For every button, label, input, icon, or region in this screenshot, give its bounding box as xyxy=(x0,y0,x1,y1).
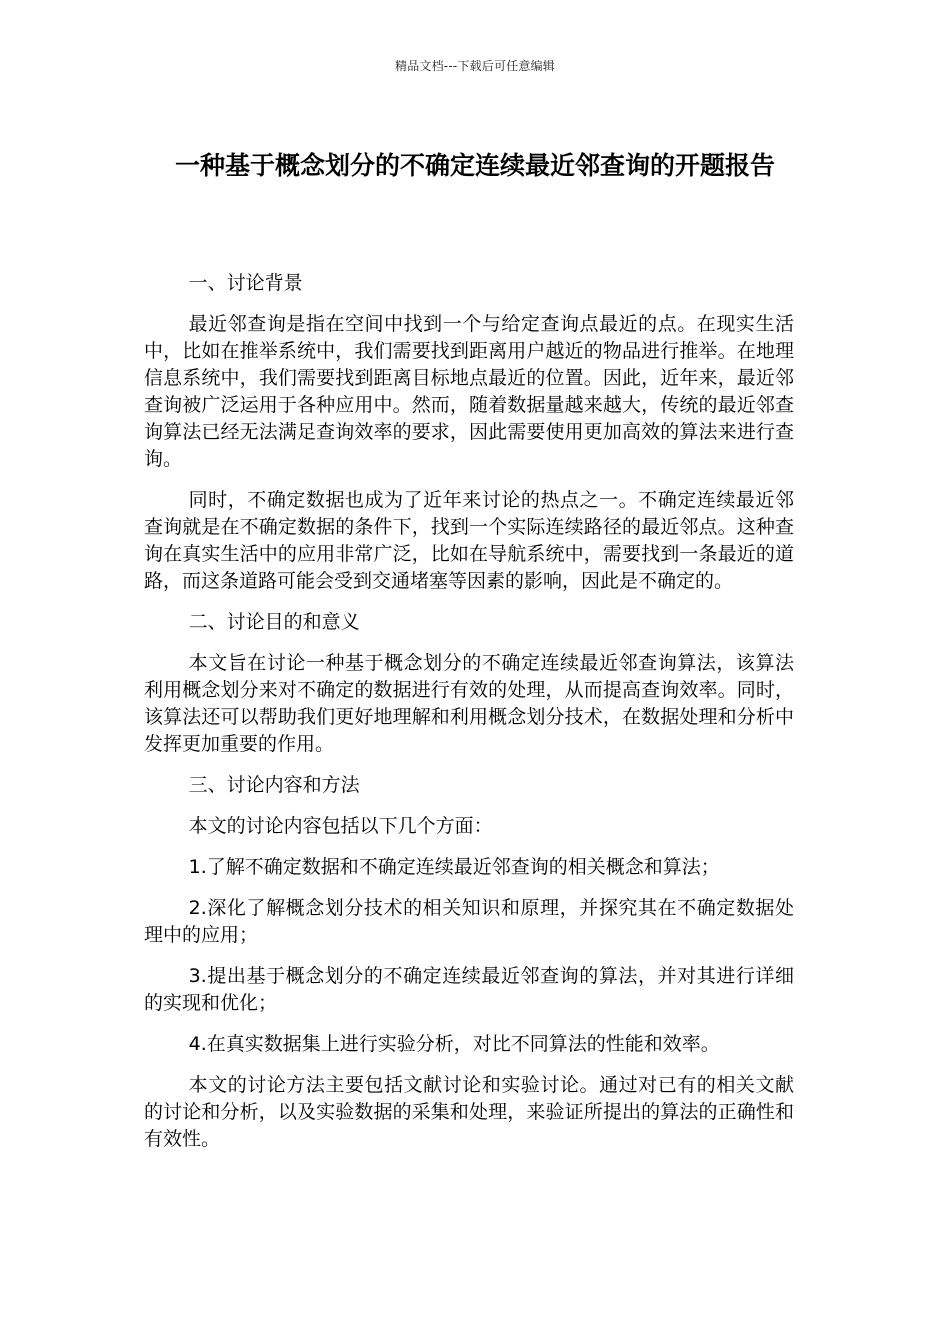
paragraph-content-intro: 本文的讨论内容包括以下几个方面： xyxy=(188,815,493,837)
section-heading-content: 三、讨论内容和方法 xyxy=(188,774,360,796)
paragraph-background-2: 同时，不确定数据也成为了近年来讨论的热点之一。不确定连续最近邻查询就是在不确定数据的条件下，找到一个实际连续路径的最近邻点。这种查询在真实生活中的应用非常广泛，比如在导航系统中，需要找到一条最近的道路，而这条道路可能会受到交通堵塞等因素的影响，因此是不确定的。 xyxy=(144,489,794,592)
document-body xyxy=(144,270,794,1167)
document-title: 一种基于概念划分的不确定连续最近邻查询的开题报告 xyxy=(174,151,775,180)
section-heading-background: 一、讨论背景 xyxy=(188,272,303,294)
list-item: 3.提出基于概念划分的不确定连续最近邻查询的算法，并对其进行详细的实现和优化； xyxy=(144,965,794,1014)
paragraph-background-1: 最近邻查询是指在空间中找到一个与给定查询点最近的点。在现实生活中，比如在推举系统中，我们需要找到距离用户越近的物品进行推举。在地理信息系统中，我们需要找到距离目标地点最近的位置。因此，近年来，最近邻查询被广泛运用于各种应用中。然而，随着数据量越来越大，传统的最近邻查询算法已经无法满足查询效率的要求，因此需要使用更加高效的算法来进行查询。 xyxy=(144,313,794,470)
list-item: 4.在真实数据集上进行实验分析，对比不同算法的性能和效率。 xyxy=(188,1033,720,1055)
section-heading-purpose: 二、讨论目的和意义 xyxy=(188,611,360,633)
list-item: 2.深化了解概念划分技术的相关知识和原理，并探究其在不确定数据处理中的应用； xyxy=(144,897,794,946)
list-item: 1.了解不确定数据和不确定连续最近邻查询的相关概念和算法； xyxy=(188,856,720,878)
paragraph-method: 本文的讨论方法主要包括文献讨论和实验讨论。通过对已有的相关文献的讨论和分析，以及实验数据的采集和处理，来验证所提出的算法的正确性和有效性。 xyxy=(144,1074,794,1150)
paragraph-purpose: 本文旨在讨论一种基于概念划分的不确定连续最近邻查询算法，该算法利用概念划分来对不确定的数据进行有效的处理，从而提高查询效率。同时，该算法还可以帮助我们更好地理解和利用概念划分技术，在数据处理和分析中发挥更加重要的作用。 xyxy=(144,652,794,755)
header-note: 精品文档---下载后可任意编辑 xyxy=(395,59,555,73)
